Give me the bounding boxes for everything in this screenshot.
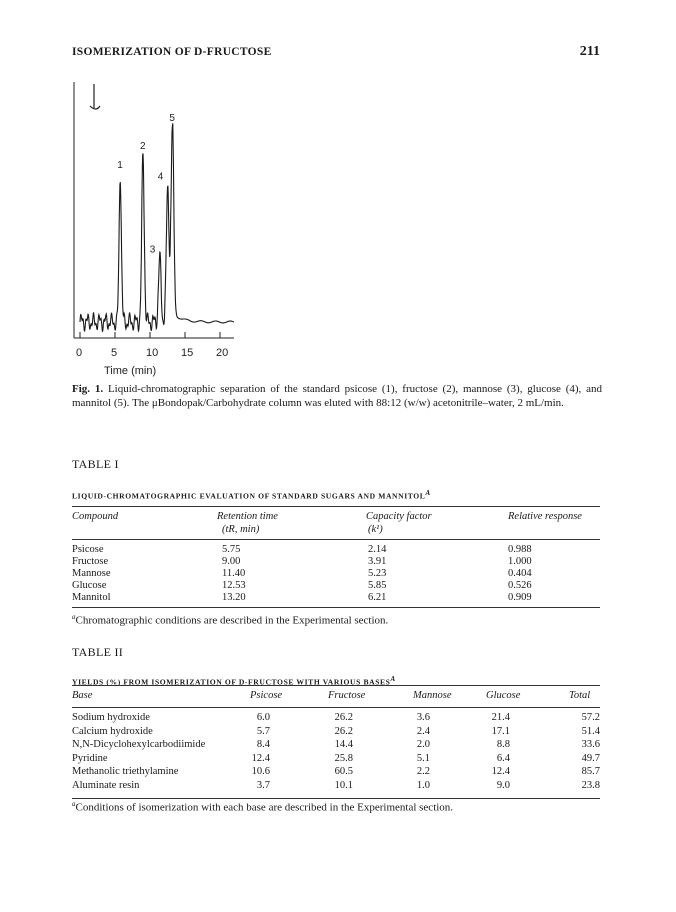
table2-cell: 26.2 [334,725,353,737]
table1-title-text: LIQUID-CHROMATOGRAPHIC EVALUATION OF STANDARD SUGARS AND MANNITOL [72,491,426,501]
table2-header-base: Base [72,690,93,701]
table1-cell: Psicose [72,544,104,555]
table2-cell: 21.4 [491,712,510,723]
table2-cell: 10.6 [251,766,270,777]
table2-cell: 8.4 [256,739,270,750]
table2-cell: 12.4 [251,752,270,764]
table1-cell: 13.20 [222,592,246,603]
table2-cell: Calcium hydroxide [72,725,153,737]
chromatogram-trace [80,123,234,331]
table2-cell: 14.4 [334,739,353,750]
table2-footnote-text: Conditions of isomerization with each base are described in the Experimental section. [75,801,454,814]
table1-cell: Fructose [72,556,109,567]
table1-cell: 0.988 [508,544,532,555]
table1-cell: 5.23 [368,568,387,579]
table2-cell: Methanolic triethylamine [72,766,179,777]
table1-cell: 5.85 [368,580,387,591]
table1-header-compound: Compound [72,511,119,522]
table2 [72,685,600,805]
injection-marker [90,84,100,109]
table1-cell: 0.526 [508,580,532,591]
peak-label-4: 4 [157,171,164,183]
table1-label: TABLE I [72,457,119,471]
caption-label: Fig. 1. [72,383,104,395]
table2-label: TABLE II [72,645,124,659]
table2-cell: 9.0 [496,779,510,791]
table2-cell: 25.8 [334,752,353,764]
table2-cell: 60.5 [334,766,353,777]
table1-footnote-mark: a [72,613,76,621]
chromatogram-plot [72,72,302,388]
table2-cell: 51.4 [581,725,600,737]
x-axis-label: Time (min) [104,365,157,377]
table1-cell: Glucose [72,580,107,591]
table2-cell: Sodium hydroxide [72,712,150,723]
table2-cell: 23.8 [581,779,600,791]
table2-header-total: Total [569,690,591,701]
table2-cell: 2.2 [416,766,430,777]
table2-title-text: YIELDS (%) FROM ISOMERIZATION OF D-FRUCTOSE WITH VARIOUS BASES [72,677,391,687]
table1-title-mark: A [425,489,431,497]
running-head [72,46,600,66]
table2-cell: 17.1 [491,725,510,737]
table2-cell: 85.7 [581,766,600,777]
table1-cell: 5.75 [222,544,241,555]
table2-cell: 2.0 [416,739,430,750]
peak-label-3: 3 [149,244,156,256]
page-number: 211 [579,44,600,59]
table2-cell: 5.7 [256,725,270,737]
table1 [72,506,600,614]
table2-header-mannose: Mannose [413,690,452,701]
x-tick-label: 15 [181,347,194,359]
x-tick-label: 5 [111,347,118,359]
x-tick-label: 20 [216,347,229,359]
table1-header-capacity: Capacity factor [366,511,432,522]
table1-cell: Mannose [72,568,111,579]
table1-cell: 0.404 [508,568,532,579]
table2-header-glucose: Glucose [486,690,521,701]
table1-cell: 2.14 [368,544,387,555]
running-title: ISOMERIZATION OF D-FRUCTOSE [72,46,272,58]
table1-footnote-text: Chromatographic conditions are described in the Experimental section. [75,614,389,627]
table2-cell: N,N-Dicyclohexylcarbodiimide [72,739,206,750]
peak-label-5: 5 [169,113,175,124]
figure-1 [72,72,302,388]
table1-header-retention-units: (tR, min) [222,524,260,535]
caption-text: Liquid-chromatographic separation of the standard psicose (1), fructose (2), mannose (3), glucose (4), and mannitol (5). The μBondopak/Carbohydrate column was eluted with 88:12 (w/w) acetonitrile–water, 2 mL/min. [72,383,602,409]
table1-cell: 3.91 [368,556,387,567]
table2-cell: Pyridine [72,752,108,764]
peak-label-1: 1 [117,159,123,171]
table2-header-fructose: Fructose [328,690,366,701]
table2-cell: 12.4 [491,766,510,777]
table2-cell: 57.2 [581,712,600,723]
table2-cell: 3.6 [416,712,430,723]
table1-cell: 12.53 [222,580,246,591]
table2-cell: 10.1 [334,779,353,791]
table1-cell: 0.909 [508,592,532,603]
table2-cell: 3.7 [256,779,270,791]
table2-cell: 6.4 [496,752,510,764]
table2-footnote-mark: a [72,800,76,808]
table2-cell: 49.7 [581,752,600,764]
table1-header-retention: Retention time [217,511,278,522]
x-tick-label: 0 [76,347,83,359]
table1-footnote [72,613,388,627]
table1-cell: Mannitol [72,592,111,603]
table2-cell: 33.6 [581,739,600,750]
table2-cell: 5.1 [416,752,430,764]
table2-cell: 1.0 [416,779,430,791]
table2-title-mark: A [390,675,396,683]
peak-label-2: 2 [140,141,146,153]
table1-header-capacity-symbol: (k¹) [368,524,383,535]
table1-cell: 6.21 [368,592,387,603]
table2-cell: 2.4 [416,725,430,737]
figure-caption [72,382,602,410]
table2-cell: 8.8 [496,739,510,750]
table2-cell: Aluminate resin [72,779,140,791]
table1-header-response: Relative response [508,511,582,522]
x-tick-label: 10 [146,347,159,359]
table1-cell: 11.40 [222,568,246,579]
table2-cell: 26.2 [334,712,353,723]
table1-title [72,489,431,501]
table1-cell: 1.000 [508,556,532,567]
table2-footnote [72,800,453,814]
table2-header-psicose: Psicose [250,690,283,701]
table1-cell: 9.00 [222,556,241,567]
table2-cell: 6.0 [256,712,270,723]
